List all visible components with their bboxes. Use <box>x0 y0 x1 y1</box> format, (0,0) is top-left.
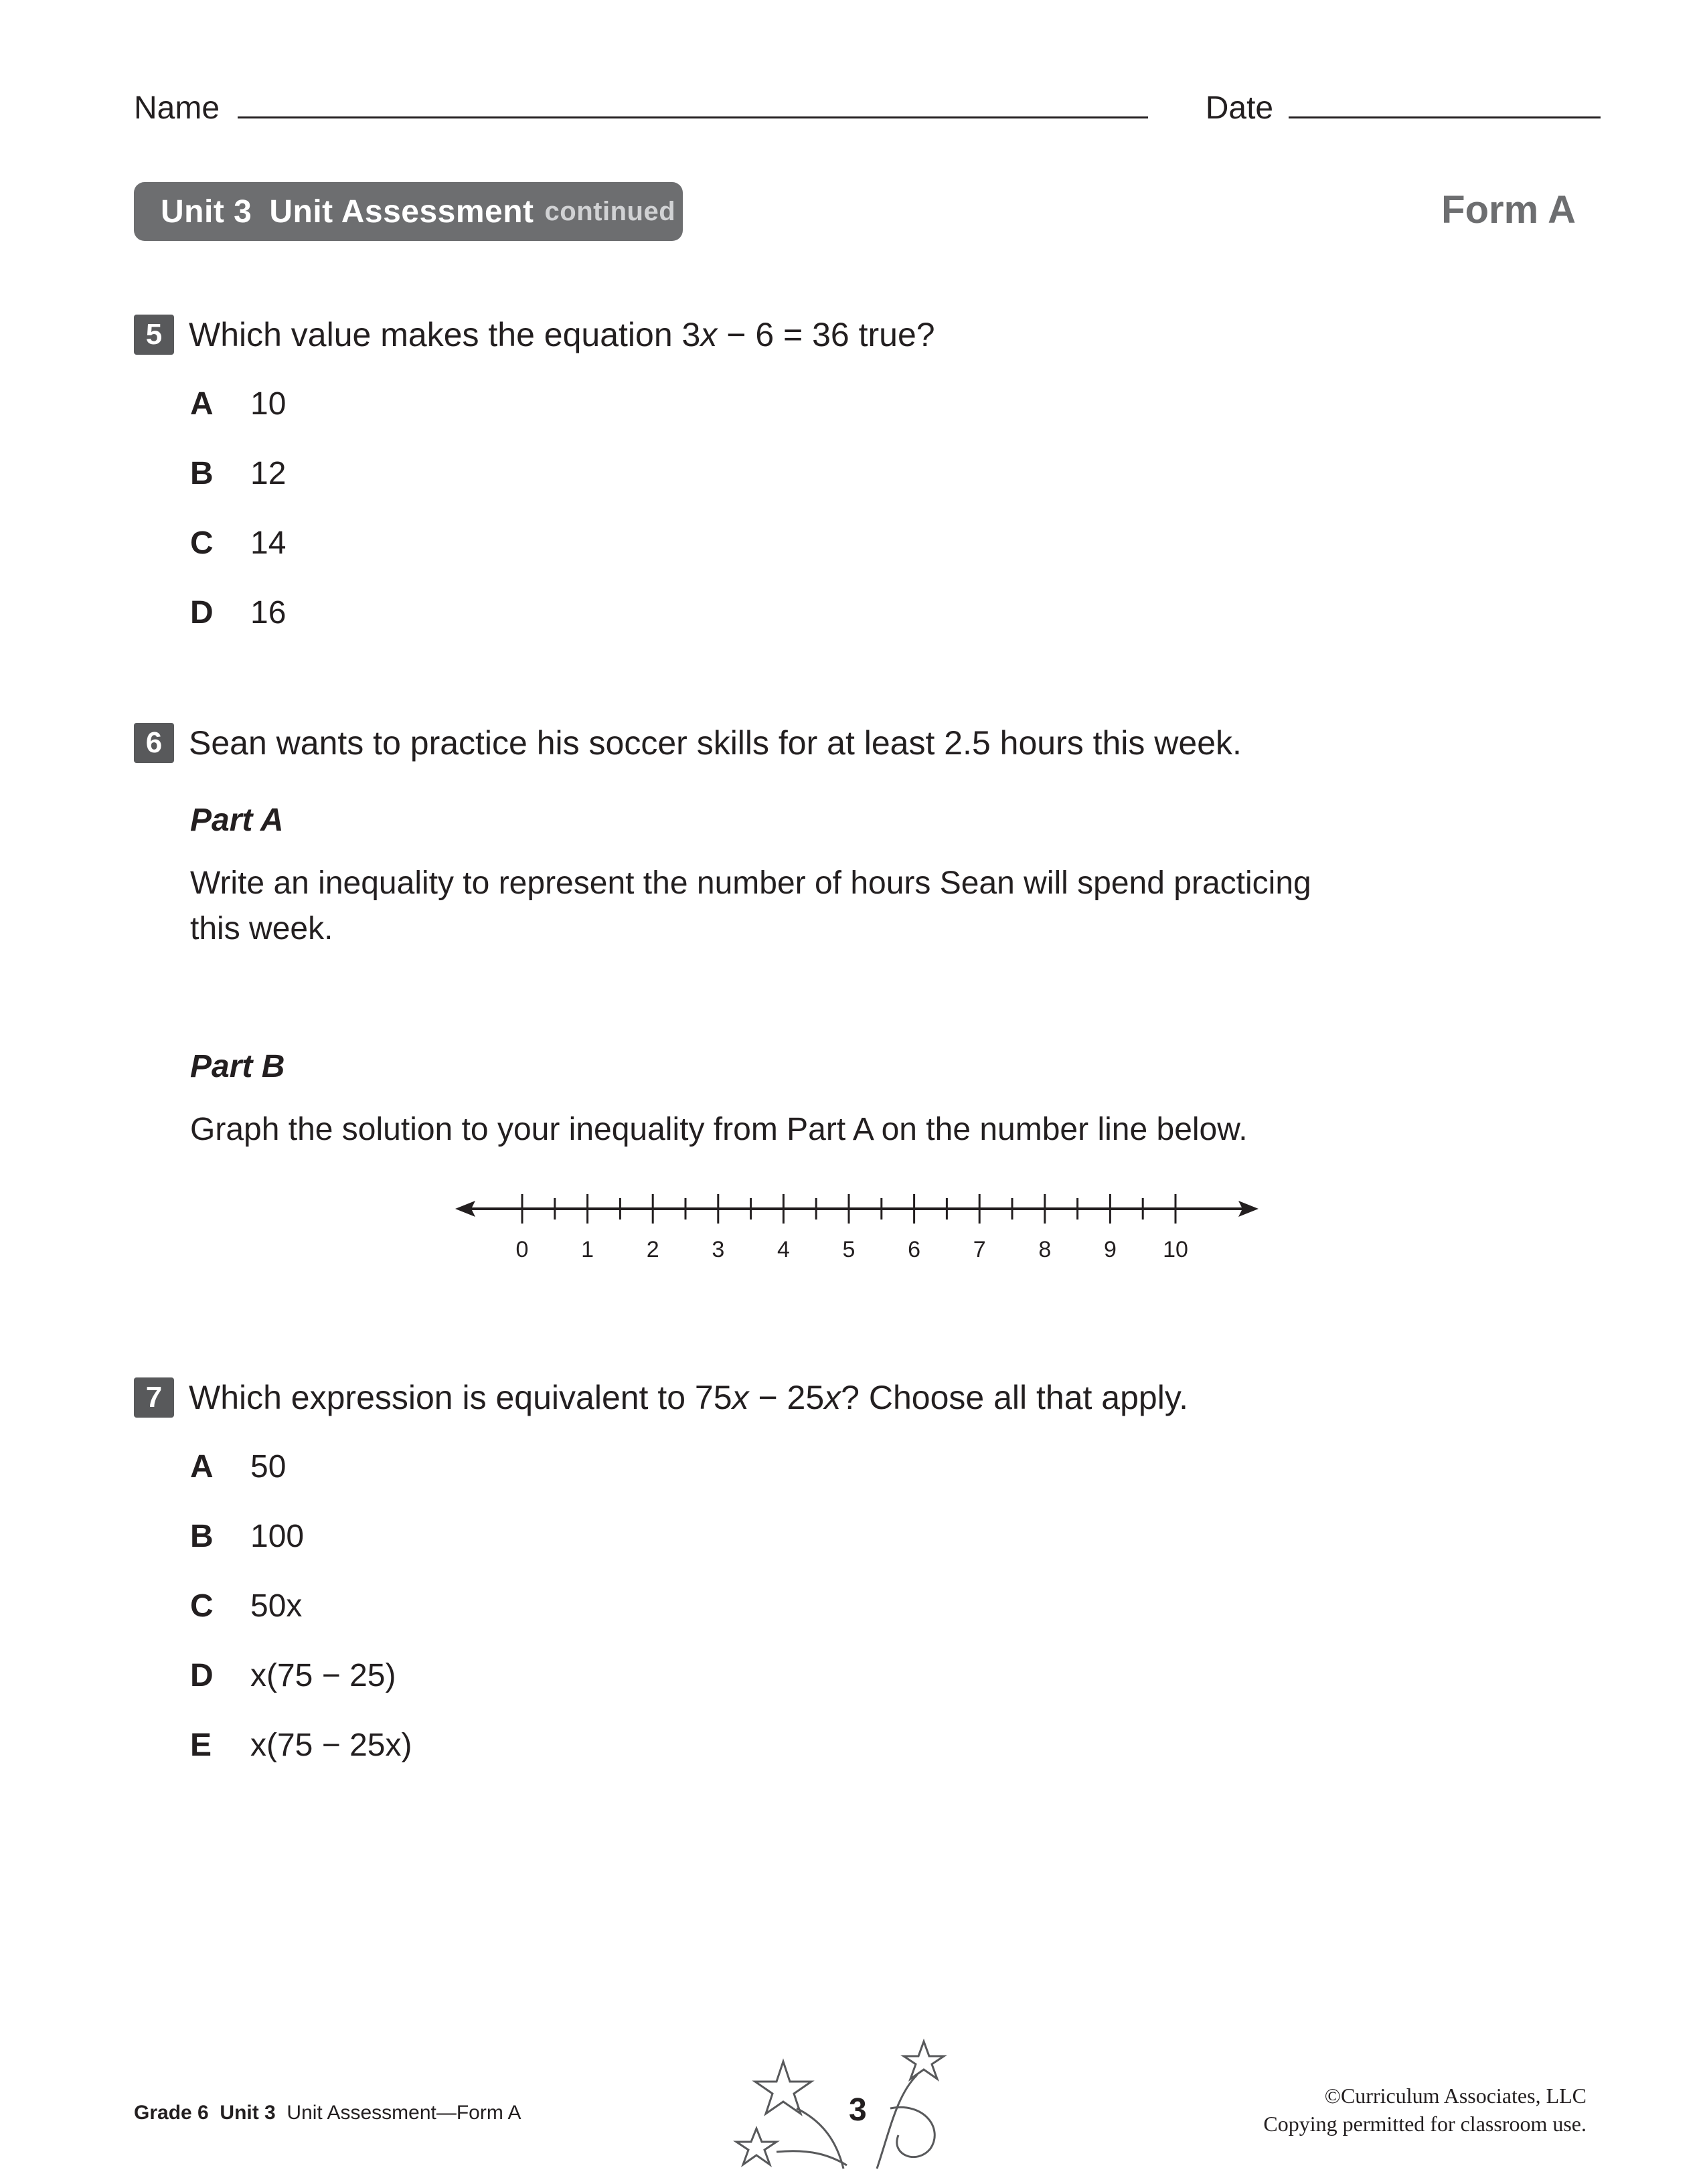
tick-label: 6 <box>908 1237 921 1262</box>
q7-option-b[interactable]: B 100 <box>190 1519 305 1554</box>
tick-label: 8 <box>1038 1237 1052 1262</box>
part-b-text: Graph the solution to your inequality from Part A on the number line below. <box>190 1112 1248 1147</box>
question-number-badge: 6 <box>134 723 174 763</box>
copyright-text: ©Curriculum Associates, LLC <box>1324 2084 1587 2108</box>
question-text: Which value makes the equation 3x − 6 = 36 true? <box>189 316 935 353</box>
question-text: Sean wants to practice his soccer skills for at least 2.5 hours this week. <box>189 724 1242 762</box>
q7-option-e[interactable]: E x(75 − 25x) <box>190 1728 412 1763</box>
tick-label: 0 <box>515 1237 529 1262</box>
q7-option-a[interactable]: A 50 <box>190 1449 287 1485</box>
question-text: Which expression is equivalent to 75x − 25x? Choose all that apply. <box>189 1379 1189 1416</box>
number-line[interactable] <box>455 1185 1258 1265</box>
question-6 <box>134 723 1242 763</box>
tick-label: 2 <box>646 1237 659 1262</box>
part-b-label: Part B <box>190 1049 285 1084</box>
tick-label: 4 <box>777 1237 790 1262</box>
q5-option-c[interactable]: C 14 <box>190 525 287 561</box>
question-7 <box>134 1377 1188 1418</box>
date-label: Date <box>1205 90 1274 126</box>
question-number-badge: 5 <box>134 315 174 355</box>
tick-label: 7 <box>973 1237 986 1262</box>
footer-course-info: Grade 6 Unit 3 Unit Assessment—Form A <box>134 2102 521 2124</box>
part-a-answer-area[interactable] <box>190 937 1127 1031</box>
banner-title: Unit Assessment <box>269 193 534 230</box>
date-field[interactable] <box>1289 116 1601 118</box>
tick-label: 9 <box>1103 1237 1117 1262</box>
footer-copyright <box>1263 2082 1587 2138</box>
name-field[interactable] <box>238 116 1148 118</box>
q5-option-a[interactable]: A 10 <box>190 386 287 422</box>
permission-text: Copying permitted for classroom use. <box>1263 2112 1587 2136</box>
q5-option-d[interactable]: D 16 <box>190 595 287 631</box>
banner-unit: Unit 3 <box>161 193 252 230</box>
tick-label: 1 <box>581 1237 594 1262</box>
q7-option-c[interactable]: C 50x <box>190 1588 303 1624</box>
q7-option-d[interactable]: D x(75 − 25) <box>190 1658 396 1693</box>
q5-option-b[interactable]: B 12 <box>190 456 287 491</box>
tick-label: 10 <box>1163 1237 1188 1262</box>
stars-decoration-icon <box>723 2035 964 2182</box>
name-date-row <box>134 90 1601 127</box>
page-number: 3 <box>849 2092 867 2128</box>
part-a-text-line2: this week. <box>190 911 333 946</box>
form-label: Form A <box>1441 188 1576 232</box>
question-number-badge: 7 <box>134 1377 174 1418</box>
name-label: Name <box>134 90 220 126</box>
tick-label: 3 <box>712 1237 725 1262</box>
tick-label: 5 <box>842 1237 856 1262</box>
banner-continued: continued <box>544 196 676 226</box>
part-a-label: Part A <box>190 803 284 838</box>
question-5 <box>134 315 935 355</box>
unit-banner <box>134 182 683 241</box>
part-a-text-line1: Write an inequality to represent the number of hours Sean will spend practicing <box>190 865 1311 901</box>
